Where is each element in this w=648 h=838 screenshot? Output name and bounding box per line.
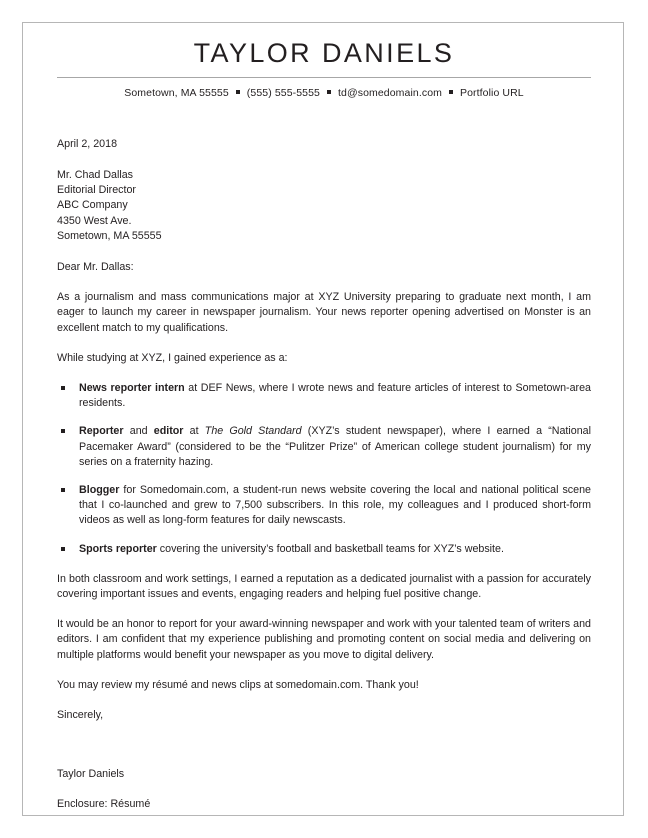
signature-space bbox=[57, 723, 591, 767]
recipient-city-state-zip: Sometown, MA 55555 bbox=[57, 229, 162, 242]
bullet-conjunction: and bbox=[123, 425, 154, 438]
bullet-text: for Somedomain.com, a student-run news website covering the local and national political scene that I co-launched and grew to 7,500 subscribers. In this role, my colleagues and I produced short-form videos as well as long-form features for daily newscasts. bbox=[79, 484, 591, 527]
bullet-lead: Sports reporter bbox=[79, 542, 157, 555]
page-title: TAYLOR DANIELS bbox=[193, 38, 455, 68]
bullet-square-icon bbox=[61, 488, 65, 492]
spacer bbox=[57, 152, 591, 168]
square-separator-icon bbox=[236, 90, 240, 94]
spacer bbox=[57, 693, 591, 708]
experience-list bbox=[57, 381, 591, 557]
header-divider bbox=[57, 77, 591, 78]
bullet-lead: Blogger bbox=[79, 484, 120, 496]
recipient-address bbox=[57, 168, 591, 244]
opening-paragraph: As a journalism and mass communications major at XYZ University preparing to graduate next month, I am eager to launch my career in newspaper journalism. Your news reporter opening advertised on Monster is an excellent match to my qualifications. bbox=[57, 291, 591, 334]
spacer bbox=[57, 782, 591, 797]
paragraph-four: You may review my résumé and news clips at somedomain.com. Thank you! bbox=[57, 678, 419, 691]
salutation: Dear Mr. Dallas: bbox=[57, 260, 134, 273]
closing: Sincerely, bbox=[57, 709, 104, 722]
spacer bbox=[57, 275, 591, 290]
bullet-connector: at bbox=[183, 425, 205, 438]
list-item bbox=[57, 483, 591, 529]
publication-title: The Gold Standard bbox=[204, 425, 302, 438]
spacer bbox=[57, 557, 591, 572]
spacer bbox=[57, 366, 591, 381]
bullet-square-icon bbox=[61, 386, 65, 390]
spacer bbox=[57, 602, 591, 617]
contact-phone: (555) 555-5555 bbox=[246, 86, 320, 99]
paragraph-two: In both classroom and work settings, I earned a reputation as a dedicated journalist with a passion for accurately covering important issues and events, engaging readers and helping fuel positive change. bbox=[57, 572, 591, 601]
bullet-lead-secondary: editor bbox=[153, 425, 184, 438]
contact-line bbox=[57, 87, 591, 99]
recipient-company: ABC Company bbox=[57, 199, 128, 212]
recipient-street: 4350 West Ave. bbox=[57, 214, 132, 227]
contact-email[interactable]: td@somedomain.com bbox=[338, 86, 442, 99]
bullet-text: (XYZ’s student newspaper), where I earned a “National Pacemaker Award” (considered to be the “Pulitzer Prize” of American college student journalism) for my series on a fraternity hazing. bbox=[79, 425, 591, 468]
enclosure-note: Enclosure: Résumé bbox=[57, 798, 151, 811]
bullet-square-icon bbox=[61, 429, 65, 433]
contact-portfolio[interactable]: Portfolio URL bbox=[459, 86, 524, 99]
bullet-text: at DEF News, where I wrote news and feature articles of interest to Sometown-area residents. bbox=[79, 381, 591, 410]
square-separator-icon bbox=[449, 90, 453, 94]
recipient-title: Editorial Director bbox=[57, 184, 136, 197]
list-item bbox=[57, 542, 591, 557]
paragraph-three: It would be an honor to report for your award-winning newspaper and work with your talented team of writers and editors. I am confident that my experience publishing and promoting content on social media and delivering on multiple platforms would benefit your newspaper as you move to digital delivery. bbox=[57, 618, 591, 661]
page-content bbox=[57, 23, 591, 813]
bullet-lead: Reporter bbox=[79, 425, 124, 438]
list-item bbox=[57, 424, 591, 470]
contact-location: Sometown, MA 55555 bbox=[124, 86, 229, 99]
bullet-text: covering the university’s football and basketball teams for XYZ’s website. bbox=[156, 542, 504, 555]
spacer bbox=[57, 244, 591, 260]
signature-name: Taylor Daniels bbox=[57, 768, 125, 781]
spacer bbox=[57, 336, 591, 351]
bullet-lead: News reporter intern bbox=[79, 381, 185, 394]
list-intro: While studying at XYZ, I gained experience as a: bbox=[57, 351, 288, 364]
list-item bbox=[57, 381, 591, 411]
letter-body bbox=[57, 137, 591, 813]
letter-date: April 2, 2018 bbox=[57, 137, 118, 150]
letterhead bbox=[57, 23, 591, 99]
bullet-square-icon bbox=[61, 547, 65, 551]
spacer bbox=[57, 663, 591, 678]
letter-page bbox=[22, 22, 624, 816]
square-separator-icon bbox=[327, 90, 331, 94]
recipient-name: Mr. Chad Dallas bbox=[57, 168, 134, 181]
